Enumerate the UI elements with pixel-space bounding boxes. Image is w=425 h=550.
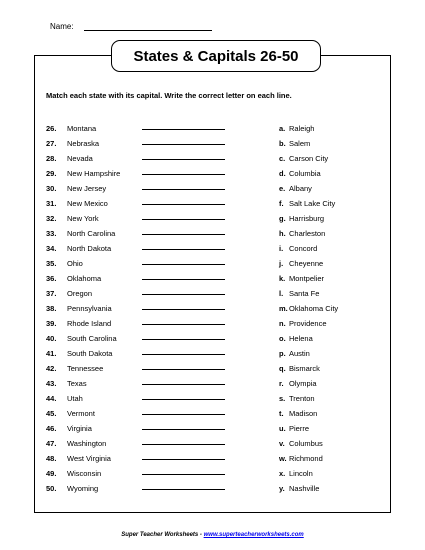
capital-name: Nashville: [289, 484, 320, 493]
capital-name: Carson City: [289, 154, 329, 163]
state-row: [46, 406, 225, 421]
capital-letter: l.: [279, 289, 284, 298]
state-number: 48.: [46, 454, 57, 463]
state-name: Vermont: [67, 409, 95, 418]
state-number: 31.: [46, 199, 57, 208]
state-name: Oklahoma: [67, 274, 102, 283]
answer-blank[interactable]: [142, 287, 225, 295]
capital-row: [279, 346, 338, 361]
footer-brand: Super Teacher Worksheets: [121, 532, 199, 538]
capital-name: Olympia: [289, 379, 317, 388]
state-row: [46, 331, 225, 346]
capital-letter: e.: [279, 184, 286, 193]
capital-letter: b.: [279, 139, 286, 148]
state-name: Wyoming: [67, 484, 99, 493]
capital-name: Bismarck: [289, 364, 320, 373]
capital-name: Salem: [289, 139, 311, 148]
answer-blank[interactable]: [142, 482, 225, 490]
state-name: Texas: [67, 379, 87, 388]
capital-letter: r.: [279, 379, 284, 388]
state-number: 39.: [46, 319, 57, 328]
capital-row: [279, 181, 338, 196]
capital-letter: d.: [279, 169, 286, 178]
name-blank-line[interactable]: [84, 22, 212, 31]
capital-row: [279, 331, 338, 346]
state-row: [46, 151, 225, 166]
state-number: 41.: [46, 349, 57, 358]
state-name: North Carolina: [67, 229, 116, 238]
instructions: Match each state with its capital. Write the correct letter on each line.: [46, 91, 292, 100]
state-number: 50.: [46, 484, 57, 493]
capital-letter: o.: [279, 334, 286, 343]
state-row: [46, 391, 225, 406]
answer-blank[interactable]: [142, 377, 225, 385]
capital-row: [279, 166, 338, 181]
capital-row: [279, 151, 338, 166]
answer-blank[interactable]: [142, 137, 225, 145]
capital-name: Richmond: [289, 454, 323, 463]
capital-name: Austin: [289, 349, 310, 358]
capital-letter: u.: [279, 424, 286, 433]
state-name: New York: [67, 214, 99, 223]
capital-letter: h.: [279, 229, 286, 238]
answer-blank[interactable]: [142, 302, 225, 310]
state-name: Virginia: [67, 424, 92, 433]
capital-name: Albany: [289, 184, 312, 193]
capital-row: [279, 421, 338, 436]
capital-row: [279, 481, 338, 496]
state-row: [46, 226, 225, 241]
capital-name: Providence: [289, 319, 327, 328]
capital-name: Santa Fe: [289, 289, 320, 298]
capital-row: [279, 316, 338, 331]
name-label: Name:: [50, 22, 74, 31]
capital-name: Madison: [289, 409, 318, 418]
state-name: South Carolina: [67, 334, 117, 343]
state-number: 44.: [46, 394, 57, 403]
capital-letter: c.: [279, 154, 286, 163]
state-number: 45.: [46, 409, 57, 418]
state-row: [46, 421, 225, 436]
state-row: [46, 436, 225, 451]
state-number: 28.: [46, 154, 57, 163]
state-number: 27.: [46, 139, 57, 148]
state-name: West Virginia: [67, 454, 111, 463]
capital-row: [279, 301, 338, 316]
state-name: Wisconsin: [67, 469, 102, 478]
answer-blank[interactable]: [142, 227, 225, 235]
capital-letter: x.: [279, 469, 286, 478]
capital-name: Pierre: [289, 424, 310, 433]
state-name: Tennessee: [67, 364, 104, 373]
capital-letter: p.: [279, 349, 286, 358]
capital-name: Helena: [289, 334, 313, 343]
state-row: [46, 196, 225, 211]
state-name: New Mexico: [67, 199, 108, 208]
capital-row: [279, 376, 338, 391]
capital-row: [279, 391, 338, 406]
state-row: [46, 376, 225, 391]
capital-row: [279, 196, 338, 211]
answer-blank[interactable]: [142, 182, 225, 190]
state-name: Pennsylvania: [67, 304, 112, 313]
state-number: 37.: [46, 289, 57, 298]
capital-row: [279, 466, 338, 481]
state-name: Montana: [67, 124, 97, 133]
capital-name: Concord: [289, 244, 318, 253]
capital-name: Lincoln: [289, 469, 313, 478]
worksheet-title: States & Capitals 26-50: [111, 40, 321, 72]
state-name: North Dakota: [67, 244, 112, 253]
capital-letter: m.: [279, 304, 288, 313]
capital-name: Harrisburg: [289, 214, 325, 223]
state-number: 26.: [46, 124, 57, 133]
answer-blank[interactable]: [142, 362, 225, 370]
capital-name: Charleston: [289, 229, 326, 238]
state-number: 36.: [46, 274, 57, 283]
capital-row: [279, 226, 338, 241]
state-name: South Dakota: [67, 349, 113, 358]
capital-letter: a.: [279, 124, 286, 133]
capital-name: Montpelier: [289, 274, 325, 283]
state-name: Oregon: [67, 289, 93, 298]
answer-blank[interactable]: [142, 422, 225, 430]
capital-name: Columbus: [289, 439, 323, 448]
capital-letter: i.: [279, 244, 284, 253]
capital-row: [279, 241, 338, 256]
capital-row: [279, 286, 338, 301]
state-row: [46, 271, 225, 286]
state-row: [46, 286, 225, 301]
answer-blank[interactable]: [142, 272, 225, 280]
capital-row: [279, 406, 338, 421]
state-number: 46.: [46, 424, 57, 433]
answer-blank[interactable]: [142, 437, 225, 445]
state-number: 42.: [46, 364, 57, 373]
capital-letter: g.: [279, 214, 286, 223]
state-number: 33.: [46, 229, 57, 238]
state-row: [46, 301, 225, 316]
capital-row: [279, 121, 338, 136]
footer-link[interactable]: www.superteacherworksheets.com: [203, 532, 304, 538]
capital-letter: f.: [279, 199, 284, 208]
capital-letter: y.: [279, 484, 285, 493]
capital-letter: t.: [279, 409, 284, 418]
answer-blank[interactable]: [142, 152, 225, 160]
answer-blank[interactable]: [142, 242, 225, 250]
answer-blank[interactable]: [142, 347, 225, 355]
capital-letter: v.: [279, 439, 285, 448]
capital-letter: k.: [279, 274, 286, 283]
state-number: 47.: [46, 439, 57, 448]
state-number: 40.: [46, 334, 57, 343]
state-row: [46, 466, 225, 481]
answer-blank[interactable]: [142, 122, 225, 130]
state-row: [46, 166, 225, 181]
state-row: [46, 361, 225, 376]
capital-row: [279, 256, 338, 271]
capital-name: Trenton: [289, 394, 315, 403]
state-name: Washington: [67, 439, 107, 448]
name-field-row: [50, 22, 212, 31]
capital-name: Oklahoma City: [289, 304, 339, 313]
answer-blank[interactable]: [142, 197, 225, 205]
answer-blank[interactable]: [142, 317, 225, 325]
state-number: 32.: [46, 214, 57, 223]
state-name: Rhode Island: [67, 319, 112, 328]
answer-blank[interactable]: [142, 167, 225, 175]
state-number: 29.: [46, 169, 57, 178]
state-row: [46, 346, 225, 361]
state-row: [46, 451, 225, 466]
footer: [0, 532, 425, 538]
state-name: Nevada: [67, 154, 93, 163]
capital-row: [279, 436, 338, 451]
capital-name: Cheyenne: [289, 259, 324, 268]
answer-blank[interactable]: [142, 407, 225, 415]
state-row: [46, 481, 225, 496]
capital-row: [279, 451, 338, 466]
state-name: Utah: [67, 394, 83, 403]
capital-letter: j.: [279, 259, 284, 268]
capital-name: Raleigh: [289, 124, 315, 133]
answer-blank[interactable]: [142, 212, 225, 220]
state-name: Nebraska: [67, 139, 100, 148]
state-number: 30.: [46, 184, 57, 193]
state-row: [46, 181, 225, 196]
state-name: New Jersey: [67, 184, 107, 193]
capital-letter: w.: [279, 454, 287, 463]
capital-name: Salt Lake City: [289, 199, 336, 208]
state-number: 34.: [46, 244, 57, 253]
footer-separator: -: [198, 532, 204, 538]
states-list: [46, 121, 225, 496]
answer-blank[interactable]: [142, 452, 225, 460]
answer-blank[interactable]: [142, 257, 225, 265]
state-name: New Hampshire: [67, 169, 121, 178]
capital-letter: q.: [279, 364, 286, 373]
state-row: [46, 211, 225, 226]
capital-row: [279, 136, 338, 151]
capital-row: [279, 211, 338, 226]
state-row: [46, 136, 225, 151]
capital-letter: s.: [279, 394, 286, 403]
answer-blank[interactable]: [142, 332, 225, 340]
capital-name: Columbia: [289, 169, 321, 178]
state-row: [46, 256, 225, 271]
capital-letter: n.: [279, 319, 286, 328]
answer-blank[interactable]: [142, 467, 225, 475]
state-row: [46, 241, 225, 256]
capitals-list: [279, 121, 338, 496]
state-row: [46, 121, 225, 136]
state-number: 35.: [46, 259, 57, 268]
capital-row: [279, 271, 338, 286]
state-row: [46, 316, 225, 331]
state-number: 49.: [46, 469, 57, 478]
capital-row: [279, 361, 338, 376]
state-number: 38.: [46, 304, 57, 313]
answer-blank[interactable]: [142, 392, 225, 400]
state-name: Ohio: [67, 259, 83, 268]
state-number: 43.: [46, 379, 57, 388]
